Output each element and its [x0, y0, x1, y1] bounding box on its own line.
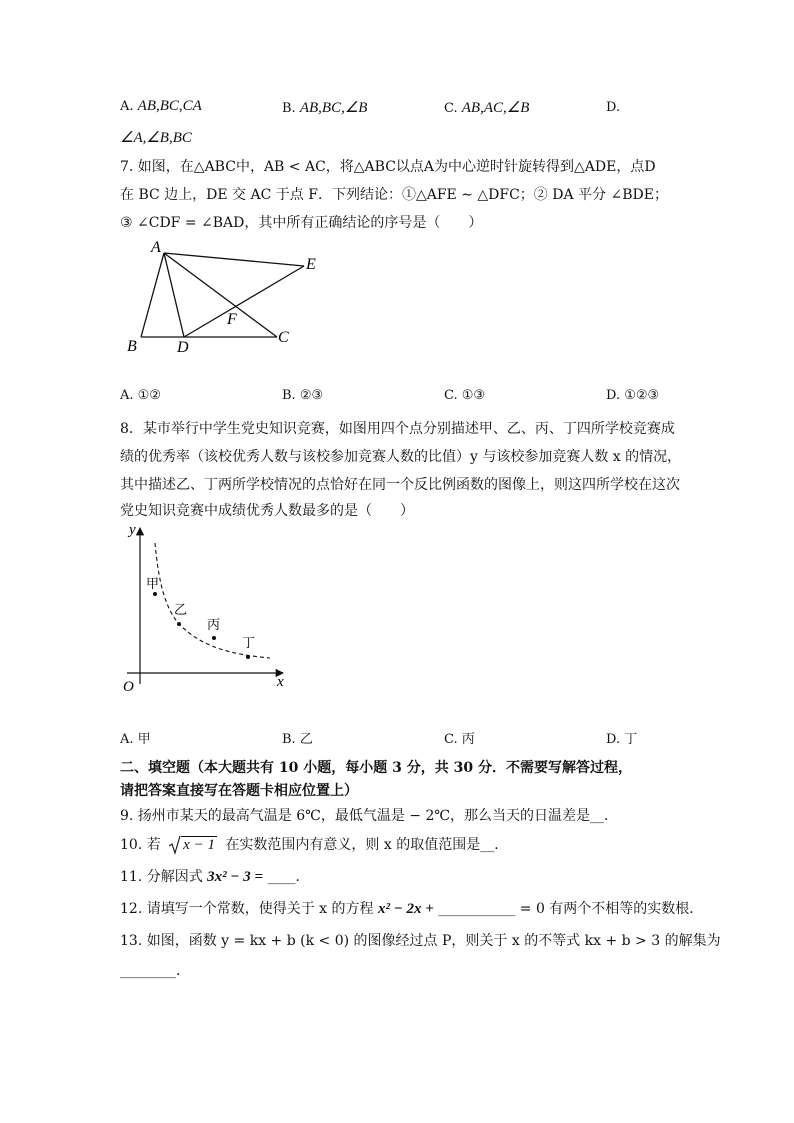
section2-heading-line1: 二、填空题（本大题共有 10 小题，每小题 3 分，共 30 分．不需要写解答过程，: [120, 760, 632, 776]
q8-line2: 绩的优秀率（该校优秀人数与该校参加竞赛人数的比值）y 与该校参加竞赛人数 x 的情况，: [120, 449, 682, 465]
q8-option-b: B. 乙: [282, 732, 313, 747]
segment-ae: [164, 253, 304, 266]
segment-ab: [141, 253, 164, 337]
q8-graph-figure: [115, 518, 295, 698]
q7-option-c: C. ①③: [444, 388, 486, 403]
q13-line2: ________．: [120, 963, 190, 979]
q7-option-a: A. ①②: [120, 388, 161, 403]
q13-line1: 13. 如图，函数 y = kx + b (k < 0) 的图像经过点 P，则关于 x 的不等式 kx + b > 3 的解集为: [120, 933, 721, 949]
q6-option-b: B. AB,BC,∠B: [282, 100, 368, 116]
q8-line3: 其中描述乙、丁两所学校情况的点恰好在同一个反比例函数的图像上，则这四所学校在这次: [120, 477, 680, 493]
point-bing: [212, 636, 216, 640]
label-d: D: [177, 339, 189, 355]
label-b: B: [127, 338, 137, 355]
label-yi: 乙: [174, 602, 188, 617]
q8-line1: 8．某市举行中学生党史知识竞赛，如图用四个点分别描述甲、乙、丙、丁四所学校竞赛成: [120, 421, 675, 437]
q7-line2: 在 BC 边上，DE 交 AC 于点 F．下列结论：①△AFE ∼ △DFC；② DA 平分 ∠BDE；: [120, 187, 668, 203]
label-f: F: [227, 311, 237, 328]
q7-option-b: B. ②③: [282, 388, 324, 403]
q6-option-d-label: D.: [606, 100, 621, 115]
q8-option-c: C. 丙: [444, 732, 475, 747]
q10-text: 10. 若 x − 1 在实数范围内有意义，则 x 的取值范围是__．: [120, 837, 509, 853]
q11-text: 11. 分解因式 3x² − 3 = ____．: [120, 869, 310, 885]
point-yi: [177, 622, 181, 626]
section2-heading-line2: 请把答案直接写在答题卡相应位置上）: [120, 783, 358, 799]
label-bing: 丙: [207, 617, 221, 632]
q6-option-a: A. AB,BC,CA: [120, 98, 202, 114]
x-axis-label: x: [277, 674, 284, 690]
q7-line3: ③ ∠CDF = ∠BAD，其中所有正确结论的序号是（ ）: [120, 215, 483, 231]
q12-answer-blank: ___________: [438, 901, 516, 917]
label-a: A: [151, 239, 161, 256]
label-c: C: [278, 329, 289, 346]
point-jia: [153, 592, 157, 596]
q7-line1: 7. 如图，在△ABC中，AB < AC，将△ABC以点A为中心逆时针旋转得到△ADE，点D: [120, 159, 656, 175]
label-ding: 丁: [242, 635, 256, 650]
q10-radical: x − 1: [169, 837, 217, 854]
y-axis-label: y: [129, 522, 136, 538]
q8-line4: 党史知识竞赛中成绩优秀人数最多的是（ ）: [120, 503, 414, 519]
point-ding: [246, 655, 250, 659]
q7-option-d: D. ①②③: [606, 388, 660, 403]
radical-sign-icon: [169, 835, 181, 855]
q9-text: 9. 扬州市某天的最高气温是 6℃，最低气温是 − 2℃，那么当天的日温差是__．: [120, 808, 619, 824]
q6-option-c: C. AB,AC,∠B: [444, 100, 530, 116]
q12-text: 12. 请填写一个常数，使得关于 x 的方程 x² − 2x + ___________ = 0 有两个不相等的实数根．: [120, 901, 704, 917]
segment-de: [184, 266, 304, 337]
q7-triangle-figure: [115, 235, 335, 355]
label-jia: 甲: [146, 576, 160, 591]
q6-option-d-text: ∠A,∠B,BC: [120, 130, 192, 146]
q8-option-d: D. 丁: [606, 732, 638, 747]
label-e: E: [306, 256, 316, 273]
q8-option-a: A. 甲: [120, 732, 151, 747]
origin-label: O: [123, 679, 134, 695]
